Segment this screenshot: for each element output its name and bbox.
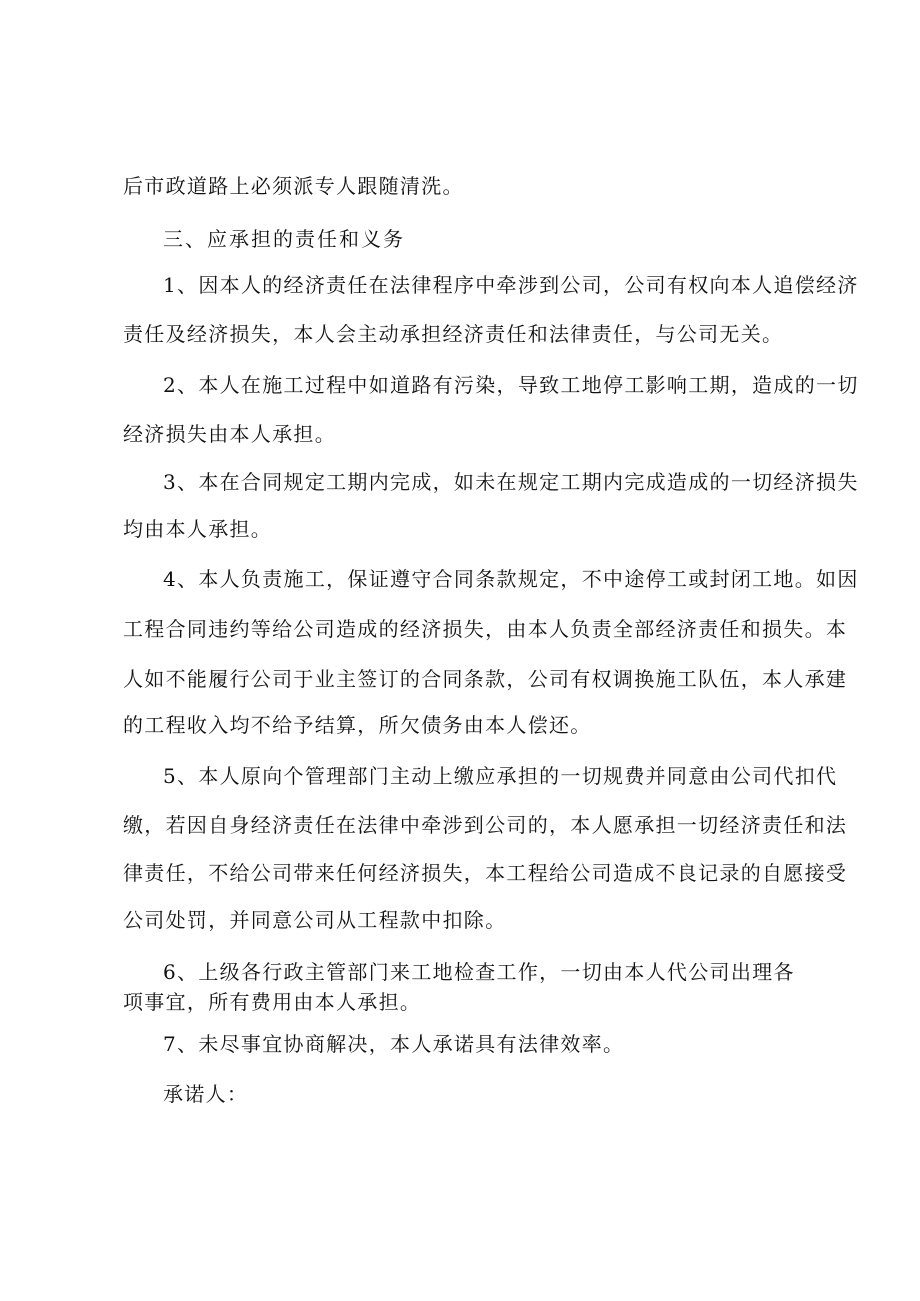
- text-line-continuation: 后市政道路上必须派专人跟随清洗。: [123, 174, 464, 198]
- clause-5-line-3: 律责任，不给公司带来任何经济损失，本工程给公司造成不良记录的自愿接受: [123, 861, 848, 885]
- clause-4-line-1: 4、本人负责施工，保证遵守合同条款规定，不中途停工或封闭工地。如因: [163, 567, 859, 591]
- clause-3-line-1: 3、本在合同规定工期内完成，如未在规定工期内完成造成的一切经济损失: [163, 470, 859, 494]
- clause-6-line-2: 项事宜，所有费用由本人承担。: [123, 990, 422, 1014]
- clause-2-line-2: 经济损失由本人承担。: [123, 422, 336, 446]
- section-heading: 三、应承担的责任和义务: [163, 227, 405, 251]
- clause-1-line-2: 责任及经济损失，本人会主动承担经济责任和法律责任，与公司无关。: [123, 322, 784, 346]
- signatory-label: 承诺人：: [163, 1082, 249, 1106]
- clause-2-line-1: 2、本人在施工过程中如道路有污染，导致工地停工影响工期，造成的一切: [163, 373, 859, 397]
- clause-1-line-1: 1、因本人的经济责任在法律程序中牵涉到公司，公司有权向本人追偿经济: [163, 273, 859, 297]
- clause-5-line-4: 公司处罚，并同意公司从工程款中扣除。: [123, 908, 507, 932]
- clause-4-line-4: 的工程收入均不给予结算，所欠债务由本人偿还。: [123, 713, 592, 737]
- clause-5-line-1: 5、本人原向个管理部门主动上缴应承担的一切规费并同意由公司代扣代: [163, 764, 838, 788]
- clause-4-line-2: 工程合同违约等给公司造成的经济损失，由本人负责全部经济责任和损失。本: [123, 617, 848, 641]
- clause-4-line-3: 人如不能履行公司于业主签订的合同条款，公司有权调换施工队伍，本人承建: [123, 667, 848, 691]
- clause-7-line-1: 7、未尽事宜协商解决，本人承诺具有法律效率。: [163, 1032, 625, 1056]
- clause-5-line-2: 缴，若因自身经济责任在法律中牵涉到公司的，本人愿承担一切经济责任和法: [123, 813, 848, 837]
- clause-6-line-1: 6、上级各行政主管部门来工地检查工作，一切由本人代公司出理各: [163, 960, 795, 984]
- clause-3-line-2: 均由本人承担。: [123, 517, 273, 541]
